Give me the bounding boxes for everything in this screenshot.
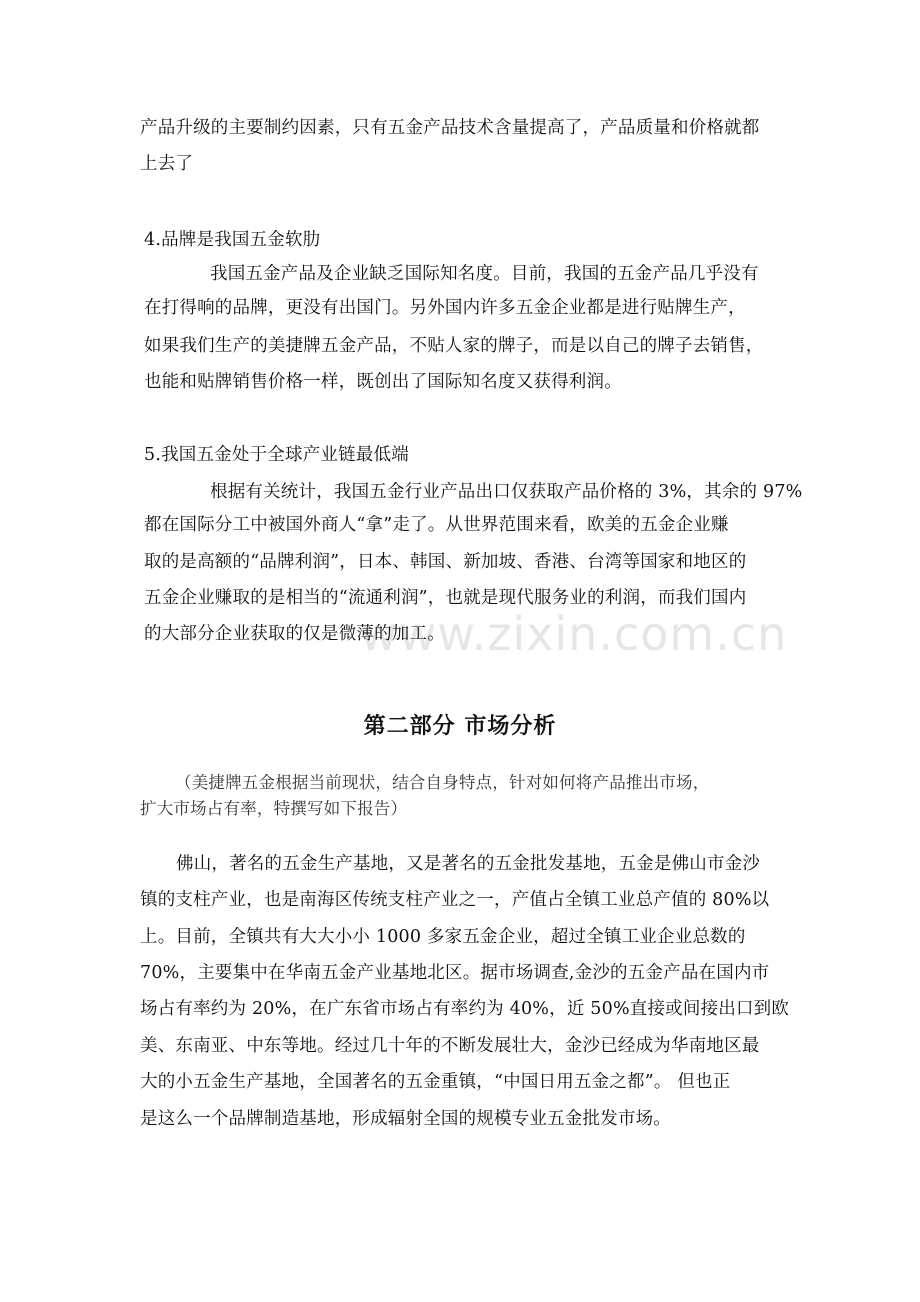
paragraph-line: 场占有率约为 20%，在广东省市场占有率约为 40%，近 50%直接或间接出口到欧 — [140, 999, 790, 1019]
paragraph-line: 产品升级的主要制约因素，只有五金产品技术含量提高了，产品质量和价格就都 — [140, 118, 760, 138]
paragraph-line: 大的小五金生产基地，全国著名的五金重镇，“中国日用五金之都”。 但也正 — [140, 1072, 731, 1092]
intro-note: 扩大市场占有率，特撰写如下报告） — [140, 799, 408, 818]
paragraph-line: 根据有关统计，我国五金行业产品出口仅获取产品价格的 3%，其余的 97% — [210, 482, 803, 502]
paragraph-line: 五金企业赚取的是相当的“流通利润”，也就是现代服务业的利润，而我们国内 — [144, 588, 747, 608]
paragraph-line: 的大部分企业获取的仅是微薄的加工。 — [144, 624, 445, 644]
paragraph-line: 上。目前，全镇共有大大小小 1000 多家五金企业，超过全镇工业企业总数的 — [140, 927, 746, 947]
paragraph-line: 70%，主要集中在华南五金产业基地北区。据市场调查,金沙的五金产品在国内市 — [140, 963, 770, 983]
paragraph-line: 取的是高额的“品牌利润”，日本、韩国、新加坡、香港、台湾等国家和地区的 — [144, 552, 747, 572]
paragraph-line: 如果我们生产的美捷牌五金产品，不贴人家的牌子，而是以自己的牌子去销售， — [144, 336, 764, 356]
paragraph-line: 是这么一个品牌制造基地，形成辐射全国的规模专业五金批发市场。 — [140, 1109, 671, 1129]
section-heading: 4.品牌是我国五金软肋 — [144, 230, 321, 250]
part-title: 第二部分 市场分析 — [363, 714, 557, 739]
paragraph-line: 镇的支柱产业，也是南海区传统支柱产业之一，产值占全镇工业总产值的 80%以 — [140, 890, 770, 910]
paragraph-line: 上去了 — [140, 154, 194, 174]
paragraph-line: 都在国际分工中被国外商人“拿”走了。从世界范围来看，欧美的五金企业赚 — [144, 515, 729, 535]
section-heading: 5.我国五金处于全球产业链最低端 — [144, 445, 409, 465]
paragraph-line: 美、东南亚、中东等地。经过几十年的不断发展壮大，金沙已经成为华南地区最 — [140, 1036, 760, 1056]
paragraph-line: 在打得响的品牌，更没有出国门。另外国内许多五金企业都是进行贴牌生产， — [144, 298, 746, 318]
intro-note: （美捷牌五金根据当前现状，结合自身特点，针对如何将产品推出市场， — [175, 773, 710, 792]
watermark: www.zixin.com.cn — [360, 607, 788, 661]
paragraph-line: 我国五金产品及企业缺乏国际知名度。目前，我国的五金产品几乎没有 — [210, 264, 759, 284]
paragraph-line: 佛山，著名的五金生产基地，又是著名的五金批发基地，五金是佛山市金沙 — [176, 854, 761, 874]
paragraph-line: 也能和贴牌销售价格一样，既创出了国际知名度又获得利润。 — [144, 372, 622, 392]
